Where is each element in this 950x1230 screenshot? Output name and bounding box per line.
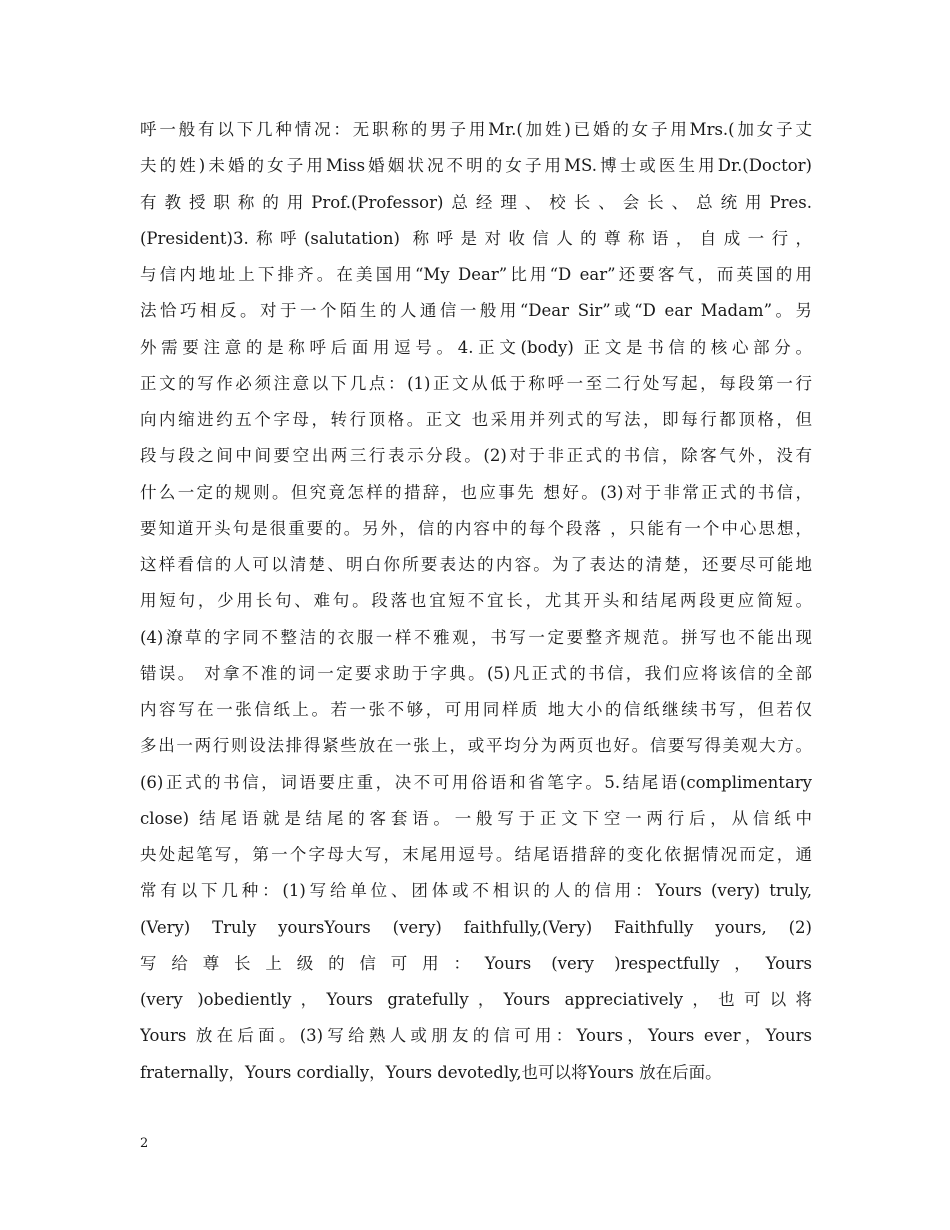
text-line: 用短句，少用长句、难句。段落也宜短不宜长，尤其开头和结尾两段更应简短。: [140, 591, 812, 611]
text-line: (4)潦草的字同不整洁的衣服一样不雅观，书写一定要整齐规范。拼写也不能出现: [140, 627, 812, 647]
text-line: 正文的写作必须注意以下几点：(1)正文从低于称呼一至二行处写起，每段第一行: [140, 373, 812, 393]
text-line: (very )obediently，Yours gratefully，Yours appreciatively，也可以将: [140, 990, 812, 1009]
text-line: 错误。 对拿不准的词一定要求助于字典。(5)凡正式的书信，我们应将该信的全部: [140, 663, 812, 683]
text-line: Yours 放在后面。(3)写给熟人或朋友的信可用：Yours，Yours ever，Yours: [140, 1026, 812, 1046]
text-line: 常有以下几种：(1)写给单位、团体或不相识的人的信用：Yours (very) truly,: [140, 881, 812, 901]
text-line: 法恰巧相反。对于一个陌生的人通信一般用“Dear Sir”或“D ear Madam”。另: [140, 301, 812, 321]
text-line: 外需要注意的是称呼后面用逗号。4.正文(body) 正文是书信的核心部分。: [140, 337, 812, 357]
text-line: 内容写在一张信纸上。若一张不够，可用同样质 地大小的信纸继续书写，但若仅: [140, 700, 812, 719]
text-line: (President)3.称呼(salutation) 称呼是对收信人的尊称语，自成一行，: [140, 228, 812, 248]
text-line: fraternally，Yours cordially，Yours devotedly,也可以将Yours 放在后面。: [140, 1062, 722, 1082]
text-line: 与信内地址上下排齐。在美国用“My Dear”比用“D ear”还要客气，而英国的用: [140, 265, 812, 284]
text-line: (6)正式的书信，词语要庄重，决不可用俗语和省笔字。5.结尾语(complimentary: [140, 772, 812, 792]
text-line: 呼一般有以下几种情况：无职称的男子用Mr.(加姓)已婚的女子用Mrs.(加女子丈: [140, 120, 812, 139]
text-line: (Very) Truly yoursYours (very) faithfully,(Very) Faithfully yours, (2): [140, 917, 812, 937]
text-line: 多出一两行则设法排得紧些放在一张上，或平均分为两页也好。信要写得美观大方。: [140, 736, 812, 756]
body-text: [140, 112, 812, 1091]
text-line: 夫的姓)未婚的女子用Miss婚姻状况不明的女子用MS.博士或医生用Dr.(Doctor): [140, 156, 812, 176]
text-line: 央处起笔写，第一个字母大写，末尾用逗号。结尾语措辞的变化依据情况而定，通: [140, 845, 812, 864]
text-line: 什么一定的规则。但究竟怎样的措辞，也应事先 想好。(3)对于非常正式的书信，: [140, 482, 812, 502]
text-line: 写给尊长上级的信可用：Yours (very )respectfully，Yours: [140, 953, 812, 973]
text-line: close) 结尾语就是结尾的客套语。一般写于正文下空一两行后，从信纸中: [140, 808, 812, 828]
text-line: 要知道开头句是很重要的。另外，信的内容中的每个段落 ，只能有一个中心思想，: [140, 518, 812, 538]
text-line: 这样看信的人可以清楚、明白你所要表达的内容。为了表达的清楚，还要尽可能地: [140, 555, 812, 574]
text-line: 段与段之间中间要空出两三行表示分段。(2)对于非正式的书信，除客气外，没有: [140, 446, 812, 466]
page-number: 2: [140, 1136, 149, 1151]
text-line: 向内缩进约五个字母，转行顶格。正文 也采用并列式的写法，即每行都顶格，但: [140, 410, 812, 429]
text-line: 有教授职称的用Prof.(Professor)总经理、校长、会长、总统用Pres.: [140, 192, 812, 212]
